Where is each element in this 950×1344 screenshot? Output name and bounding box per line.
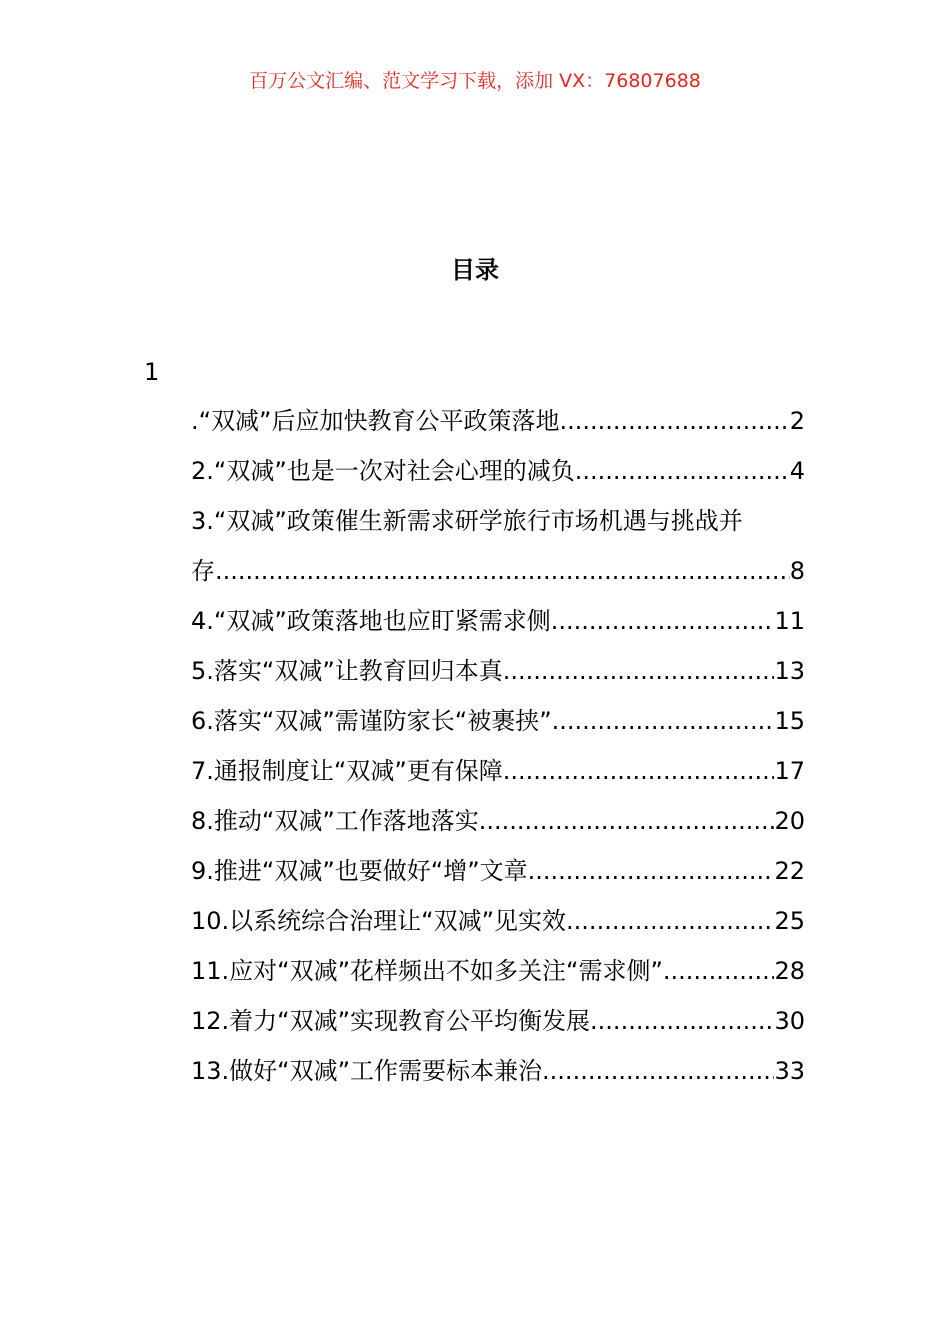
toc-entry-page: 25	[774, 907, 805, 935]
dot-leader	[479, 796, 775, 846]
toc-entry[interactable]	[191, 1046, 805, 1096]
toc-entry-page: 20	[774, 807, 805, 835]
toc-entry-title: 10.以系统综合治理让“双减”见实效	[191, 907, 567, 935]
section-number: 1	[144, 358, 160, 386]
toc-entry[interactable]	[191, 396, 805, 446]
toc-entry-page: 13	[774, 657, 805, 685]
toc-entry-page: 33	[774, 1057, 805, 1085]
toc-entry-page: 15	[774, 707, 805, 735]
toc-entry[interactable]	[191, 946, 805, 996]
dot-leader	[551, 596, 775, 646]
dot-leader	[663, 946, 775, 996]
toc-entry-wrapped[interactable]	[191, 496, 805, 596]
dot-leader	[575, 446, 790, 496]
dot-leader	[503, 746, 775, 796]
toc-entry-title: 11.应对“双减”花样频出不如多关注“需求侧”	[191, 957, 663, 985]
toc-entry-page: 11	[774, 607, 805, 635]
toc-entry[interactable]	[191, 446, 805, 496]
header-note: 百万公文汇编、范文学习下载，添加 VX：76807688	[249, 70, 701, 92]
toc-entry[interactable]	[191, 796, 805, 846]
toc-entry-title: 13.做好“双减”工作需要标本兼治	[191, 1057, 543, 1085]
toc-entry[interactable]	[191, 596, 805, 646]
dot-leader	[552, 696, 775, 746]
toc-entry[interactable]	[191, 646, 805, 696]
dot-leader	[215, 546, 790, 596]
toc-entry-title-line1: 3.“双减”政策催生新需求研学旅行市场机遇与挑战并	[191, 507, 743, 535]
dot-leader	[542, 1046, 774, 1096]
dot-leader	[528, 846, 775, 896]
toc-entry-title: 存	[191, 557, 215, 585]
toc-entry[interactable]	[191, 746, 805, 796]
toc-entry-page: 28	[774, 957, 805, 985]
toc-entry-page: 4	[789, 457, 805, 485]
dot-leader	[560, 396, 790, 446]
dot-leader	[590, 996, 774, 1046]
toc-entry-page: 22	[774, 857, 805, 885]
toc-entry[interactable]	[191, 996, 805, 1046]
toc-list	[191, 396, 805, 1096]
toc-entry-page: 17	[774, 757, 805, 785]
dot-leader	[566, 896, 774, 946]
toc-entry-title: 9.推进“双减”也要做好“增”文章	[191, 857, 528, 885]
toc-entry-title: 6.落实“双减”需谨防家长“被裹挟”	[191, 707, 552, 735]
toc-entry-title: 2.“双减”也是一次对社会心理的减负	[191, 457, 575, 485]
toc-entry[interactable]	[191, 896, 805, 946]
toc-entry[interactable]	[191, 846, 805, 896]
toc-entry-continuation	[191, 546, 805, 596]
dot-leader	[503, 646, 775, 696]
toc-entry-title: 7.通报制度让“双减”更有保障	[191, 757, 503, 785]
toc-entry-page: 30	[774, 1007, 805, 1035]
toc-entry-title: 4.“双减”政策落地也应盯紧需求侧	[191, 607, 551, 635]
toc-entry-title: 8.推动“双减”工作落地落实	[191, 807, 479, 835]
toc-entry-title: 12.着力“双减”实现教育公平均衡发展	[191, 1007, 591, 1035]
toc-title: 目录	[451, 256, 499, 284]
toc-entry-page: 8	[789, 557, 805, 585]
toc-entry-title: 5.落实“双减”让教育回归本真	[191, 657, 503, 685]
toc-entry-title: .“双减”后应加快教育公平政策落地	[191, 407, 560, 435]
toc-entry[interactable]	[191, 696, 805, 746]
toc-entry-page: 2	[789, 407, 805, 435]
